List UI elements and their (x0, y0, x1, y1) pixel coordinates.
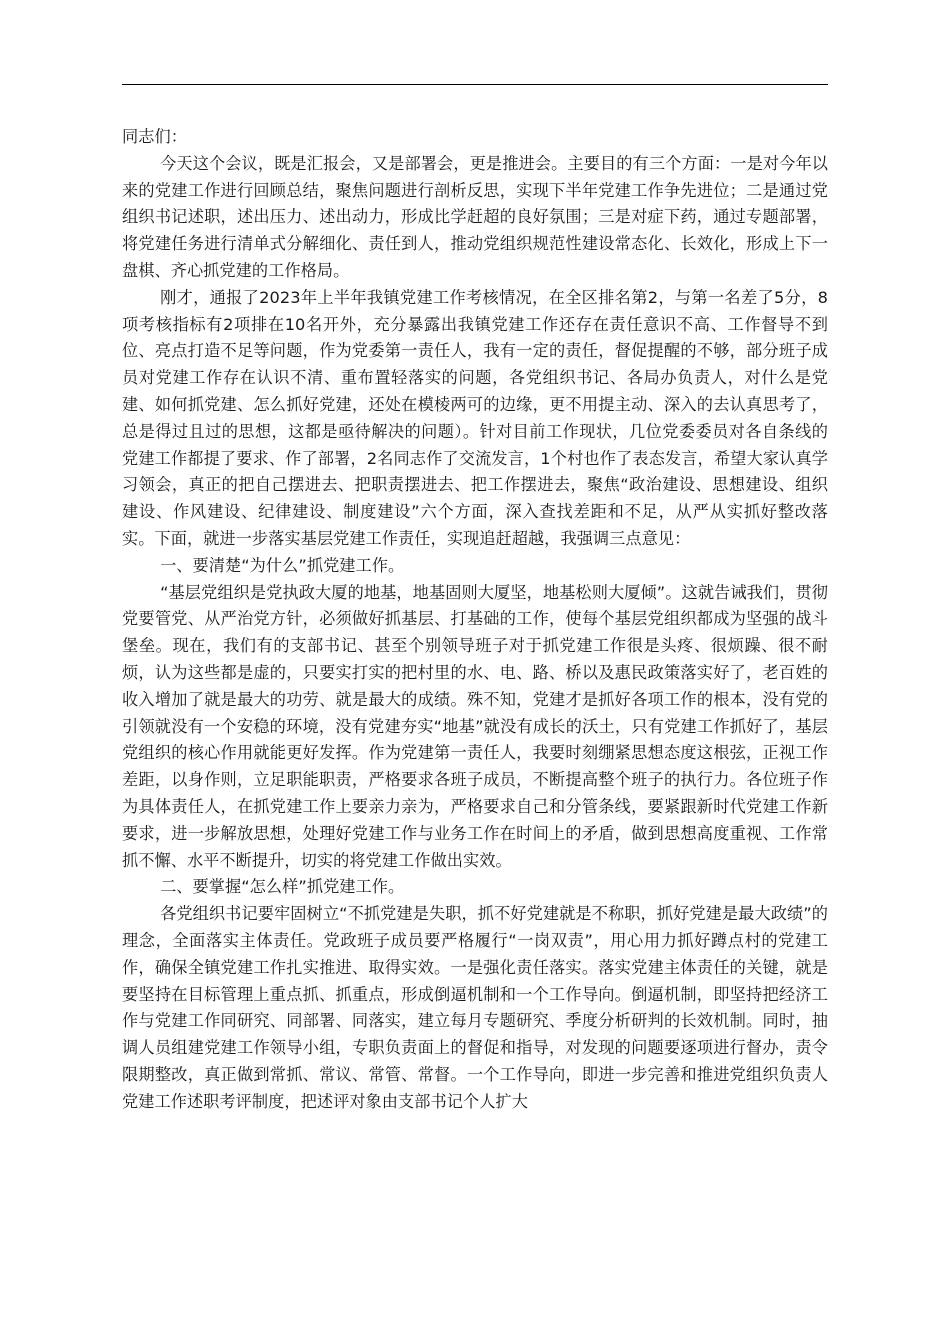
paragraph-report: 刚才，通报了2023年上半年我镇党建工作考核情况，在全区排名第2，与第一名差了5分，8项考核指标有2项排在10名开外，充分暴露出我镇党建工作还存在责任意识不高、工作督导不到位、亮点打造不足等问题，作为党委第一责任人，我有一定的责任，督促提醒的不够，部分班子成员对党建工作存在认识不清、重布置轻落实的问题，各党组织书记、各局办负责人，对什么是党建、如何抓党建、怎么抓好党建，还处在模棱两可的边缘，更不用提主动、深入的去认真思考了，总是得过且过的思想，这都是亟待解决的问题）。针对目前工作现状，几位党委委员对各自条线的党建工作都提了要求、作了部署，2名同志作了交流发言，1个村也作了表态发言，希望大家认真学习领会，真正的把自己摆进去、把职责摆进去、把工作摆进去，聚焦“政治建设、思想建设、组织建设、作风建设、纪律建设、制度建设”六个方面，深入查找差距和不足，从严从实抓好整改落实。下面，就进一步落实基层党建工作责任，实现追赶超越，我强调三点意见： (122, 287, 828, 548)
paragraph-section-1: “基层党组织是党执政大厦的地基，地基固则大厦坚，地基松则大厦倾”。这就告诫我们，贯彻党要管党、从严治党方针，必须做好抓基层、打基础的工作，使每个基层党组织都成为坚强的战斗堡垒。现在，我们有的支部书记、甚至个别领导班子对于抓党建工作很是头疼、很烦躁、很不耐烦，认为这些都是虚的，只要实打实的把村里的水、电、路、桥以及惠民政策落实好了，老百姓的收入增加了就是最大的功劳、就是最大的成绩。殊不知，党建才是抓好各项工作的根本，没有党的引领就没有一个安稳的环境，没有党建夯实“地基”就没有成长的沃土，只有党建工作抓好了，基层党组织的核心作用就能更好发挥。作为党建第一责任人，我要时刻绷紧思想态度这根弦，正视工作差距，以身作则，立足职能职责，严格要求各班子成员，不断提高整个班子的执行力。各位班子作为具体责任人，在抓党建工作上要亲力亲为，严格要求自己和分管条线，要紧跟新时代党建工作新要求，进一步解放思想，处理好党建工作与业务工作在时间上的矛盾，做到思想高度重视、工作常抓不懈、水平不断提升，切实的将党建工作做出实效。 (122, 582, 828, 870)
section-heading-1: 一、要清楚“为什么”抓党建工作。 (160, 555, 405, 575)
document-body (122, 124, 828, 1115)
paragraph-section-2: 各党组织书记要牢固树立“不抓党建是失职，抓不好党建就是不称职，抓好党建是最大政绩”的理念，全面落实主体责任。党政班子成员要严格履行“一岗双责”，用心用力抓好蹲点村的党建工作，确保全镇党建工作扎实推进、取得实效。一是强化责任落实。落实党建主体责任的关键，就是要坚持在目标管理上重点抓、抓重点，形成倒逼机制和一个工作导向。倒逼机制，即坚持把经济工作与党建工作同研究、同部署、同落实，建立每月专题研究、季度分析研判的长效机制。同时，抽调人员组建党建工作领导小组，专职负责面上的督促和指导，对发现的问题要逐项进行督办，责令限期整改，真正做到常抓、常议、常管、常督。一个工作导向，即进一步完善和推进党组织负责人党建工作述职考评制度，把述评对象由支部书记个人扩大 (122, 904, 828, 1111)
header-rule (122, 84, 828, 85)
greeting: 同志们： (122, 127, 187, 146)
paragraph-intro: 今天这个会议，既是汇报会，又是部署会，更是推进会。主要目的有三个方面：一是对今年以来的党建工作进行回顾总结，聚焦问题进行剖析反思，实现下半年党建工作争先进位；二是通过党组织书记述职，述出压力、述出动力，形成比学赶超的良好氛围；三是对症下药，通过专题部署，将党建任务进行清单式分解细化、责任到人，推动党组织规范性建设常态化、长效化，形成上下一盘棋、齐心抓党建的工作格局。 (122, 153, 828, 280)
section-heading-2: 二、要掌握“怎么样”抓党建工作。 (160, 877, 405, 897)
